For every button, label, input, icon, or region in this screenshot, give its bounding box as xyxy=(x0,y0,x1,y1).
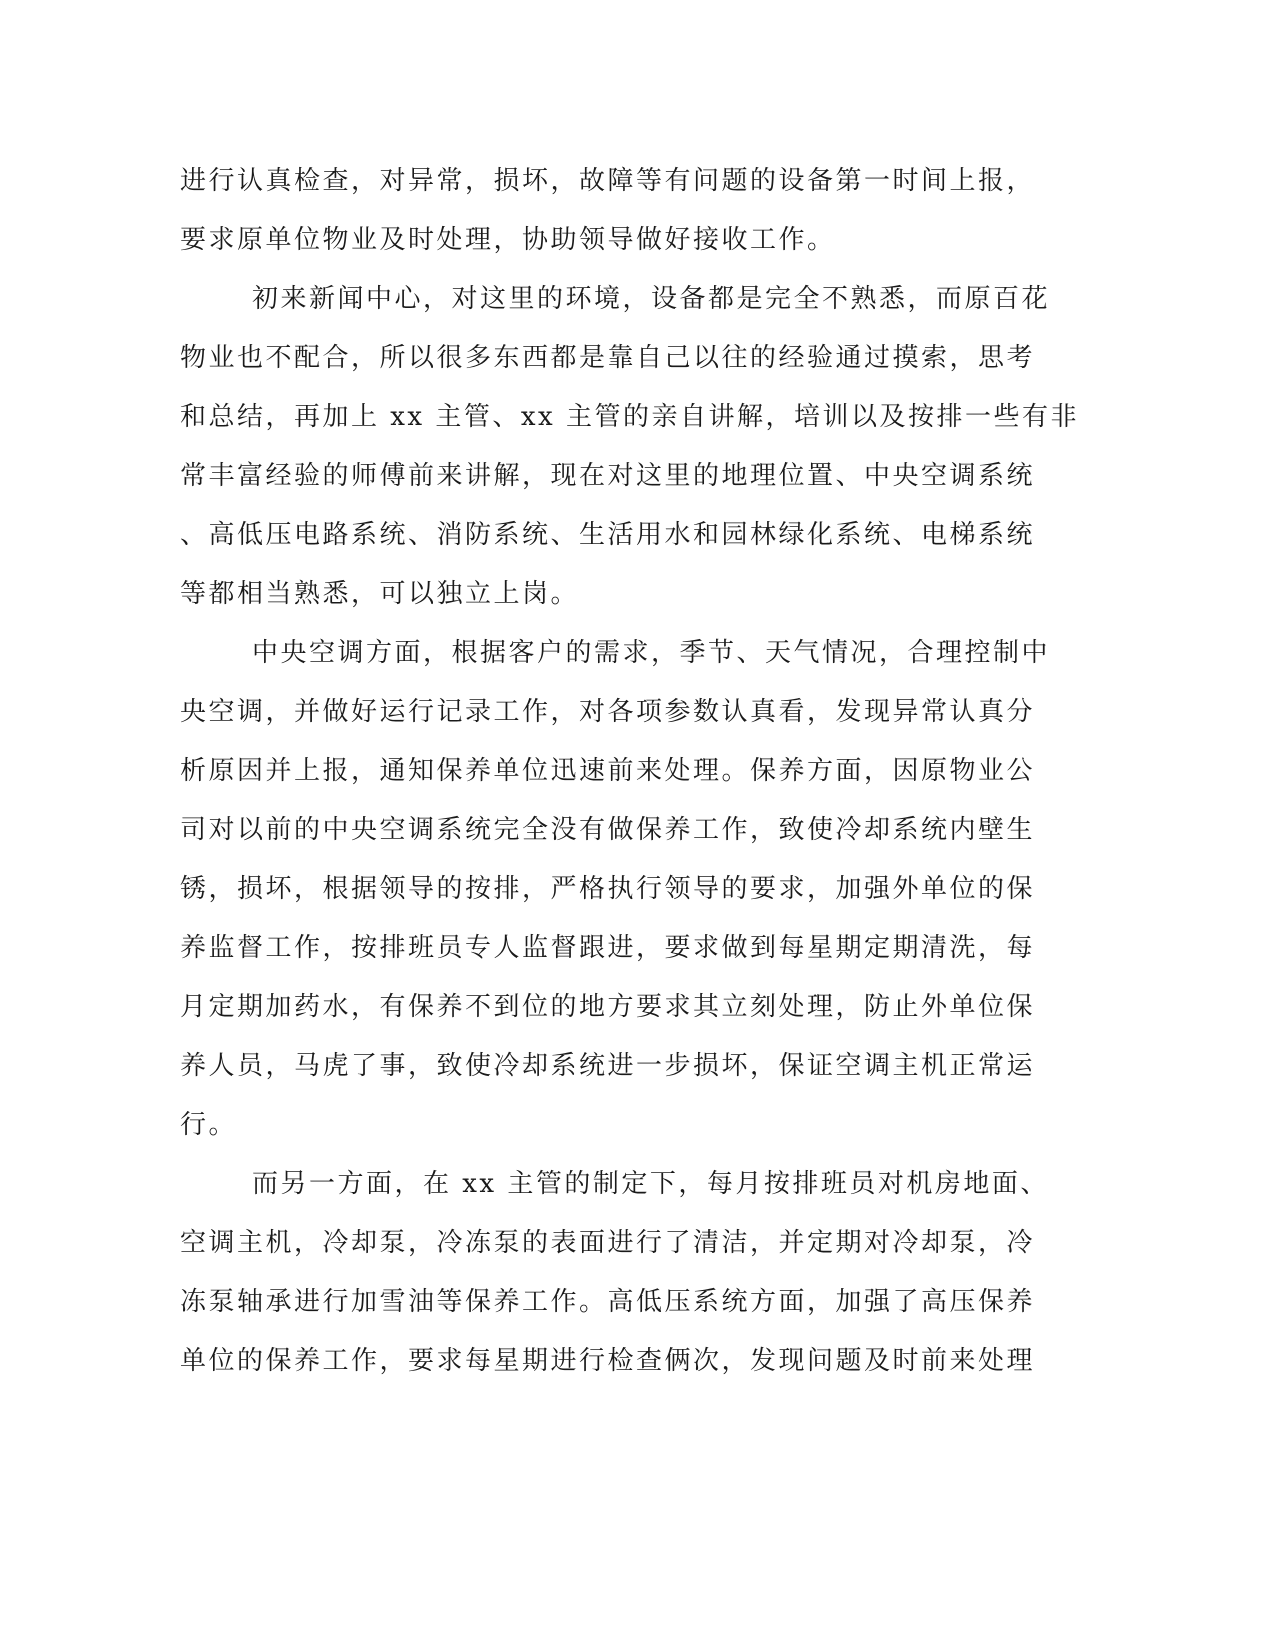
text-line: 养监督工作，按排班员专人监督跟进，要求做到每星期定期清洗，每 xyxy=(180,933,1036,963)
text-line: 月定期加药水，有保养不到位的地方要求其立刻处理，防止外单位保 xyxy=(180,992,1036,1022)
text-line: 锈，损坏，根据领导的按排，严格执行领导的要求，加强外单位的保 xyxy=(180,874,1036,904)
text-line: 、高低压电路系统、消防系统、生活用水和园林绿化系统、电梯系统 xyxy=(180,520,1036,550)
text-line: 析原因并上报，通知保养单位迅速前来处理。保养方面，因原物业公 xyxy=(180,756,1036,786)
text-line: 常丰富经验的师傅前来讲解，现在对这里的地理位置、中央空调系统 xyxy=(180,461,1036,491)
paragraph-start-line: 初来新闻中心，对这里的环境，设备都是完全不熟悉，而原百花 xyxy=(252,284,1051,314)
text-line: 要求原单位物业及时处理，协助领导做好接收工作。 xyxy=(180,225,836,255)
text-line: 央空调，并做好运行记录工作，对各项参数认真看，发现异常认真分 xyxy=(180,697,1036,727)
text-line: 和总结，再加上 xx 主管、xx 主管的亲自讲解，培训以及按排一些有非 xyxy=(180,402,1079,432)
text-line: 物业也不配合，所以很多东西都是靠自己以往的经验通过摸索，思考 xyxy=(180,343,1036,373)
paragraph-start-line: 而另一方面，在 xx 主管的制定下，每月按排班员对机房地面、 xyxy=(252,1169,1049,1199)
text-line: 司对以前的中央空调系统完全没有做保养工作，致使冷却系统内壁生 xyxy=(180,815,1036,845)
document-body xyxy=(180,152,1079,1391)
text-line: 等都相当熟悉，可以独立上岗。 xyxy=(180,579,580,609)
text-line: 进行认真检查，对异常，损坏，故障等有问题的设备第一时间上报， xyxy=(180,166,1036,196)
text-line: 冻泵轴承进行加雪油等保养工作。高低压系统方面，加强了高压保养 xyxy=(180,1287,1036,1317)
text-line: 空调主机，冷却泵，冷冻泵的表面进行了清洁，并定期对冷却泵，冷 xyxy=(180,1228,1036,1258)
paragraph-start-line: 中央空调方面，根据客户的需求，季节、天气情况，合理控制中 xyxy=(252,638,1051,668)
text-line: 行。 xyxy=(180,1110,238,1140)
text-line: 单位的保养工作，要求每星期进行检查俩次，发现问题及时前来处理 xyxy=(180,1346,1036,1376)
text-line: 养人员，马虎了事，致使冷却系统进一步损坏，保证空调主机正常运 xyxy=(180,1051,1036,1081)
